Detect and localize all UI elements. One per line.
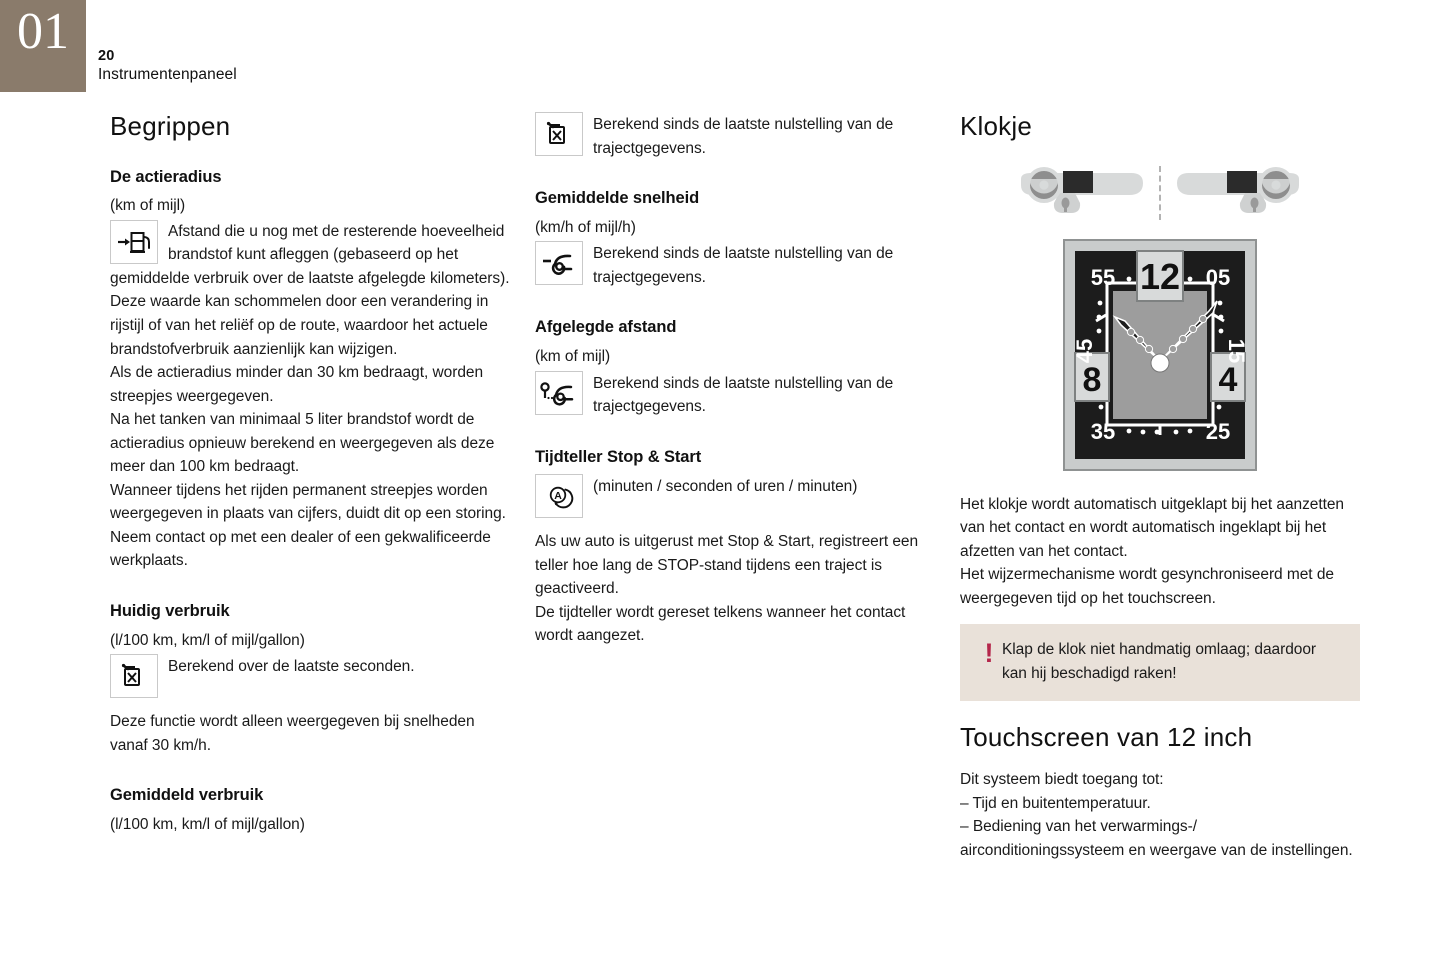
- stop-start-para-1: Als uw auto is uitgerust met Stop & Start, registreert een teller hoe lang de STOP-stand tijdens een traject is geactiveerd.: [535, 533, 919, 598]
- unit-label-snelheid: (km/h of mijl/h): [535, 218, 636, 236]
- chapter-number-badge: [0, 0, 86, 92]
- svg-text:35: 35: [1090, 418, 1116, 444]
- column-one: [110, 112, 510, 838]
- stop-start-para-2: De tijdteller wordt gereset telkens wanneer het contact wordt aangezet.: [535, 603, 906, 645]
- stop-start-a-icon: [535, 474, 583, 518]
- gemiddeld-verbruik-icon-text: Berekend sinds de laatste nulstelling van de trajectgegevens.: [593, 116, 894, 157]
- svg-text:A: A: [554, 490, 562, 503]
- page-number: 20: [98, 48, 115, 64]
- exclamation-icon: !: [984, 638, 994, 669]
- actieradius-para-3: Na het tanken van minimaal 5 liter brandstof wordt de actieradius opnieuw berekend en weergegeven als deze meer dan 100 km bedraagt.: [110, 411, 495, 476]
- header-text-group: [98, 47, 237, 85]
- actieradius-para-1: Deze waarde kan schommelen door een verandering in rijstijl of van het reliëf op de route, waardoor het actuele brandstofverbruik aanzienlijk kan wijzigen.: [110, 293, 489, 358]
- klokje-para-2: Het wijzermechanisme wordt gesynchroniseerd met de weergegeven tijd op het touchscreen.: [960, 566, 1334, 607]
- actieradius-description: Afstand die u nog met de resterende hoeveelheid brandstof kunt afleggen (gebaseerd op het gemiddelde verbruik over de laatste afgelegde kilometers).: [110, 222, 510, 287]
- list-item: – Tijd en buitentemperatuur.: [960, 794, 1151, 812]
- svg-text:05: 05: [1205, 264, 1231, 290]
- actieradius-para-2: Als de actieradius minder dan 30 km bedraagt, worden streepjes weergegeven.: [110, 364, 484, 405]
- fuel-pump-arrow-icon: [110, 220, 158, 264]
- huidig-verbruik-icon-text: Berekend over de laatste seconden.: [168, 658, 415, 676]
- analogue-clock-illustration: [1063, 239, 1257, 471]
- warning-callout: [960, 624, 1360, 701]
- chapter-number: 01: [17, 3, 69, 60]
- column-three: [960, 112, 1360, 862]
- dashed-divider: [1159, 166, 1161, 220]
- warning-text: Klap de klok niet handmatig omlaag; daardoor kan hij beschadigd raken!: [1002, 641, 1317, 682]
- stop-start-icon-row: [535, 474, 935, 518]
- gemiddelde-snelheid-icon-text: Berekend sinds de laatste nulstelling van de trajectgegevens.: [593, 245, 894, 286]
- svg-text:8: 8: [1082, 360, 1102, 399]
- column-two: [535, 112, 935, 648]
- huidig-verbruik-note: Deze functie wordt alleen weergegeven bij snelheden vanaf 30 km/h.: [110, 713, 475, 754]
- svg-text:15: 15: [1224, 338, 1249, 363]
- clock-illustration-wrapper: [960, 239, 1360, 471]
- chapter-title: Instrumentenpaneel: [98, 66, 237, 84]
- jerrycan-x-icon: [535, 112, 583, 156]
- heading-de-actieradius: De actieradius: [110, 167, 222, 186]
- page-title: Begrippen: [110, 111, 231, 141]
- svg-text:55: 55: [1090, 264, 1116, 290]
- heading-gemiddeld-verbruik: Gemiddeld verbruik: [110, 786, 264, 805]
- gemiddelde-snelheid-icon-row: [535, 241, 935, 289]
- average-speed-icon: [535, 241, 583, 285]
- actieradius-para-5: Neem contact op met een dealer of een gekwalificeerde werkplaats.: [110, 528, 491, 570]
- heading-afgelegde-afstand: Afgelegde afstand: [535, 318, 677, 337]
- touchscreen-feature-list: [960, 792, 1360, 863]
- stop-start-icon-text: (minuten / seconden of uren / minuten): [593, 478, 858, 496]
- heading-touchscreen: Touchscreen van 12 inch: [960, 722, 1253, 753]
- unit-label-afstand: (km of mijl): [535, 347, 611, 365]
- heading-tijdteller-stop-start: Tijdteller Stop & Start: [535, 447, 702, 466]
- heading-klokje: Klokje: [960, 111, 1033, 141]
- unit-label-gemiddeld: (l/100 km, km/l of mijl/gallon): [110, 815, 305, 833]
- page-header: [0, 0, 1445, 92]
- actieradius-para-4: Wanneer tijdens het rijden permanent streepjes worden weergegeven in plaats van cijfers, duidt dit op een storing.: [110, 481, 506, 523]
- dashboard-left-hand-drive-icon: [1013, 165, 1145, 221]
- unit-label: (km of mijl): [110, 197, 186, 215]
- distance-travelled-icon: [535, 371, 583, 415]
- huidig-verbruik-icon-row: [110, 654, 510, 698]
- gemiddeld-verbruik-icon-row: [535, 112, 935, 160]
- heading-huidig-verbruik: Huidig verbruik: [110, 601, 230, 620]
- unit-label-huidig: (l/100 km, km/l of mijl/gallon): [110, 631, 305, 649]
- heading-gemiddelde-snelheid: Gemiddelde snelheid: [535, 189, 700, 208]
- dashboard-right-hand-drive-icon: [1175, 165, 1307, 221]
- afgelegde-afstand-icon-text: Berekend sinds de laatste nulstelling van de trajectgegevens.: [593, 374, 894, 416]
- list-item: – Bediening van het verwarmings-/ airconditioningssysteem en weergave van de instellingen.: [960, 818, 1353, 859]
- afgelegde-afstand-icon-row: [535, 371, 935, 419]
- svg-text:25: 25: [1205, 418, 1231, 444]
- dashboard-illustration: [960, 163, 1360, 223]
- klokje-para-1: Het klokje wordt automatisch uitgeklapt bij het aanzetten van het contact en wordt automatisch ingeklapt bij het afzetten van het contact.: [960, 495, 1345, 560]
- svg-text:12: 12: [1139, 255, 1181, 297]
- touchscreen-intro: Dit systeem biedt toegang tot:: [960, 771, 1164, 789]
- svg-text:4: 4: [1218, 360, 1238, 399]
- actieradius-icon-paragraph: [110, 220, 510, 291]
- jerrycan-x-icon: [110, 654, 158, 698]
- svg-text:45: 45: [1072, 338, 1097, 363]
